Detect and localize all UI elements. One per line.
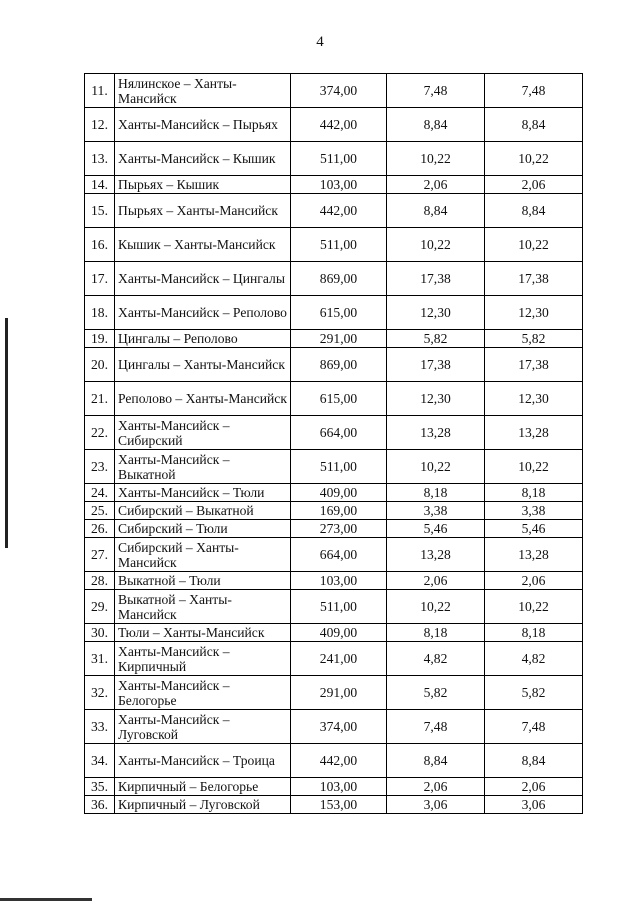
value-cell-2: 10,22 [485,142,583,176]
value-cell: 12,30 [387,382,485,416]
row-number-cell: 16. [85,228,115,262]
value-cell: 5,82 [387,330,485,348]
table-row [85,484,583,502]
value-cell: 10,22 [387,142,485,176]
value-cell-2: 10,22 [485,228,583,262]
value-cell-2: 8,84 [485,194,583,228]
row-number-cell: 13. [85,142,115,176]
route-cell: Нялинское – Ханты-Мансийск [115,74,291,108]
route-cell: Цингалы – Реполово [115,330,291,348]
table-row [85,642,583,676]
route-cell: Ханты-Мансийск – Троица [115,744,291,778]
row-number-cell: 31. [85,642,115,676]
route-cell: Ханты-Мансийск – Пырьях [115,108,291,142]
value-cell-2: 3,06 [485,796,583,814]
route-cell: Сибирский – Ханты-Мансийск [115,538,291,572]
table-row [85,142,583,176]
amount-cell: 664,00 [291,538,387,572]
row-number-cell: 30. [85,624,115,642]
value-cell-2: 8,84 [485,108,583,142]
amount-cell: 869,00 [291,348,387,382]
row-number-cell: 17. [85,262,115,296]
row-number-cell: 26. [85,520,115,538]
value-cell: 12,30 [387,296,485,330]
amount-cell: 664,00 [291,416,387,450]
row-number-cell: 14. [85,176,115,194]
amount-cell: 374,00 [291,710,387,744]
table-row [85,108,583,142]
route-cell: Сибирский – Выкатной [115,502,291,520]
value-cell-2: 5,82 [485,330,583,348]
value-cell-2: 7,48 [485,710,583,744]
value-cell-2: 8,84 [485,744,583,778]
value-cell: 2,06 [387,778,485,796]
row-number-cell: 36. [85,796,115,814]
value-cell: 10,22 [387,590,485,624]
row-number-cell: 33. [85,710,115,744]
table-row [85,296,583,330]
value-cell-2: 8,18 [485,484,583,502]
amount-cell: 103,00 [291,176,387,194]
row-number-cell: 11. [85,74,115,108]
value-cell: 3,38 [387,502,485,520]
table-row [85,538,583,572]
value-cell: 8,18 [387,484,485,502]
amount-cell: 409,00 [291,624,387,642]
value-cell: 2,06 [387,176,485,194]
fare-table [84,73,583,814]
value-cell-2: 10,22 [485,450,583,484]
page-number: 4 [316,34,324,50]
value-cell-2: 13,28 [485,538,583,572]
route-cell: Ханты-Мансийск – Белогорье [115,676,291,710]
amount-cell: 169,00 [291,502,387,520]
value-cell: 10,22 [387,450,485,484]
row-number-cell: 28. [85,572,115,590]
row-number-cell: 29. [85,590,115,624]
route-cell: Реполово – Ханты-Мансийск [115,382,291,416]
value-cell-2: 7,48 [485,74,583,108]
value-cell: 13,28 [387,538,485,572]
scan-edge-mark [5,318,8,548]
value-cell: 13,28 [387,416,485,450]
table-row [85,416,583,450]
value-cell: 3,06 [387,796,485,814]
table-row [85,348,583,382]
route-cell: Ханты-Мансийск – Тюли [115,484,291,502]
value-cell-2: 12,30 [485,382,583,416]
row-number-cell: 18. [85,296,115,330]
route-cell: Ханты-Мансийск – Выкатной [115,450,291,484]
value-cell-2: 10,22 [485,590,583,624]
amount-cell: 511,00 [291,590,387,624]
amount-cell: 291,00 [291,676,387,710]
row-number-cell: 19. [85,330,115,348]
row-number-cell: 12. [85,108,115,142]
value-cell-2: 5,82 [485,676,583,710]
amount-cell: 153,00 [291,796,387,814]
amount-cell: 273,00 [291,520,387,538]
table-row [85,676,583,710]
value-cell: 5,82 [387,676,485,710]
route-cell: Ханты-Мансийск – Цингалы [115,262,291,296]
amount-cell: 374,00 [291,74,387,108]
table-row [85,194,583,228]
value-cell: 7,48 [387,74,485,108]
value-cell-2: 17,38 [485,348,583,382]
value-cell: 8,84 [387,108,485,142]
route-cell: Ханты-Мансийск – Реполово [115,296,291,330]
row-number-cell: 20. [85,348,115,382]
value-cell-2: 3,38 [485,502,583,520]
amount-cell: 615,00 [291,296,387,330]
value-cell-2: 13,28 [485,416,583,450]
row-number-cell: 21. [85,382,115,416]
route-cell: Цингалы – Ханты-Мансийск [115,348,291,382]
route-cell: Выкатной – Тюли [115,572,291,590]
table-row [85,778,583,796]
table-row [85,176,583,194]
row-number-cell: 25. [85,502,115,520]
value-cell: 17,38 [387,348,485,382]
amount-cell: 442,00 [291,194,387,228]
amount-cell: 615,00 [291,382,387,416]
amount-cell: 442,00 [291,108,387,142]
amount-cell: 511,00 [291,228,387,262]
value-cell: 8,84 [387,194,485,228]
table-row [85,502,583,520]
table-row [85,590,583,624]
amount-cell: 241,00 [291,642,387,676]
row-number-cell: 24. [85,484,115,502]
table-row [85,450,583,484]
value-cell-2: 8,18 [485,624,583,642]
route-cell: Ханты-Мансийск – Луговской [115,710,291,744]
value-cell-2: 2,06 [485,176,583,194]
amount-cell: 511,00 [291,142,387,176]
table-row [85,330,583,348]
row-number-cell: 23. [85,450,115,484]
table-row [85,744,583,778]
row-number-cell: 34. [85,744,115,778]
route-cell: Ханты-Мансийск – Кышик [115,142,291,176]
route-cell: Ханты-Мансийск – Кирпичный [115,642,291,676]
amount-cell: 103,00 [291,572,387,590]
table-row [85,572,583,590]
row-number-cell: 35. [85,778,115,796]
value-cell: 5,46 [387,520,485,538]
value-cell-2: 5,46 [485,520,583,538]
row-number-cell: 32. [85,676,115,710]
route-cell: Сибирский – Тюли [115,520,291,538]
route-cell: Ханты-Мансийск – Сибирский [115,416,291,450]
amount-cell: 291,00 [291,330,387,348]
route-cell: Выкатной – Ханты-Мансийск [115,590,291,624]
value-cell-2: 17,38 [485,262,583,296]
row-number-cell: 27. [85,538,115,572]
value-cell-2: 2,06 [485,778,583,796]
value-cell-2: 2,06 [485,572,583,590]
table-row [85,228,583,262]
table-row [85,710,583,744]
table-row [85,520,583,538]
amount-cell: 869,00 [291,262,387,296]
amount-cell: 103,00 [291,778,387,796]
route-cell: Кышик – Ханты-Мансийск [115,228,291,262]
table-row [85,624,583,642]
amount-cell: 409,00 [291,484,387,502]
row-number-cell: 15. [85,194,115,228]
value-cell: 17,38 [387,262,485,296]
table-row [85,382,583,416]
value-cell: 2,06 [387,572,485,590]
value-cell-2: 12,30 [485,296,583,330]
row-number-cell: 22. [85,416,115,450]
amount-cell: 442,00 [291,744,387,778]
route-cell: Кирпичный – Белогорье [115,778,291,796]
value-cell: 8,18 [387,624,485,642]
amount-cell: 511,00 [291,450,387,484]
value-cell: 4,82 [387,642,485,676]
scan-edge-mark-bottom [0,898,92,901]
value-cell-2: 4,82 [485,642,583,676]
table-row [85,796,583,814]
route-cell: Пырьях – Ханты-Мансийск [115,194,291,228]
value-cell: 7,48 [387,710,485,744]
value-cell: 8,84 [387,744,485,778]
route-cell: Кирпичный – Луговской [115,796,291,814]
route-cell: Тюли – Ханты-Мансийск [115,624,291,642]
route-cell: Пырьях – Кышик [115,176,291,194]
value-cell: 10,22 [387,228,485,262]
table-row [85,74,583,108]
table-row [85,262,583,296]
